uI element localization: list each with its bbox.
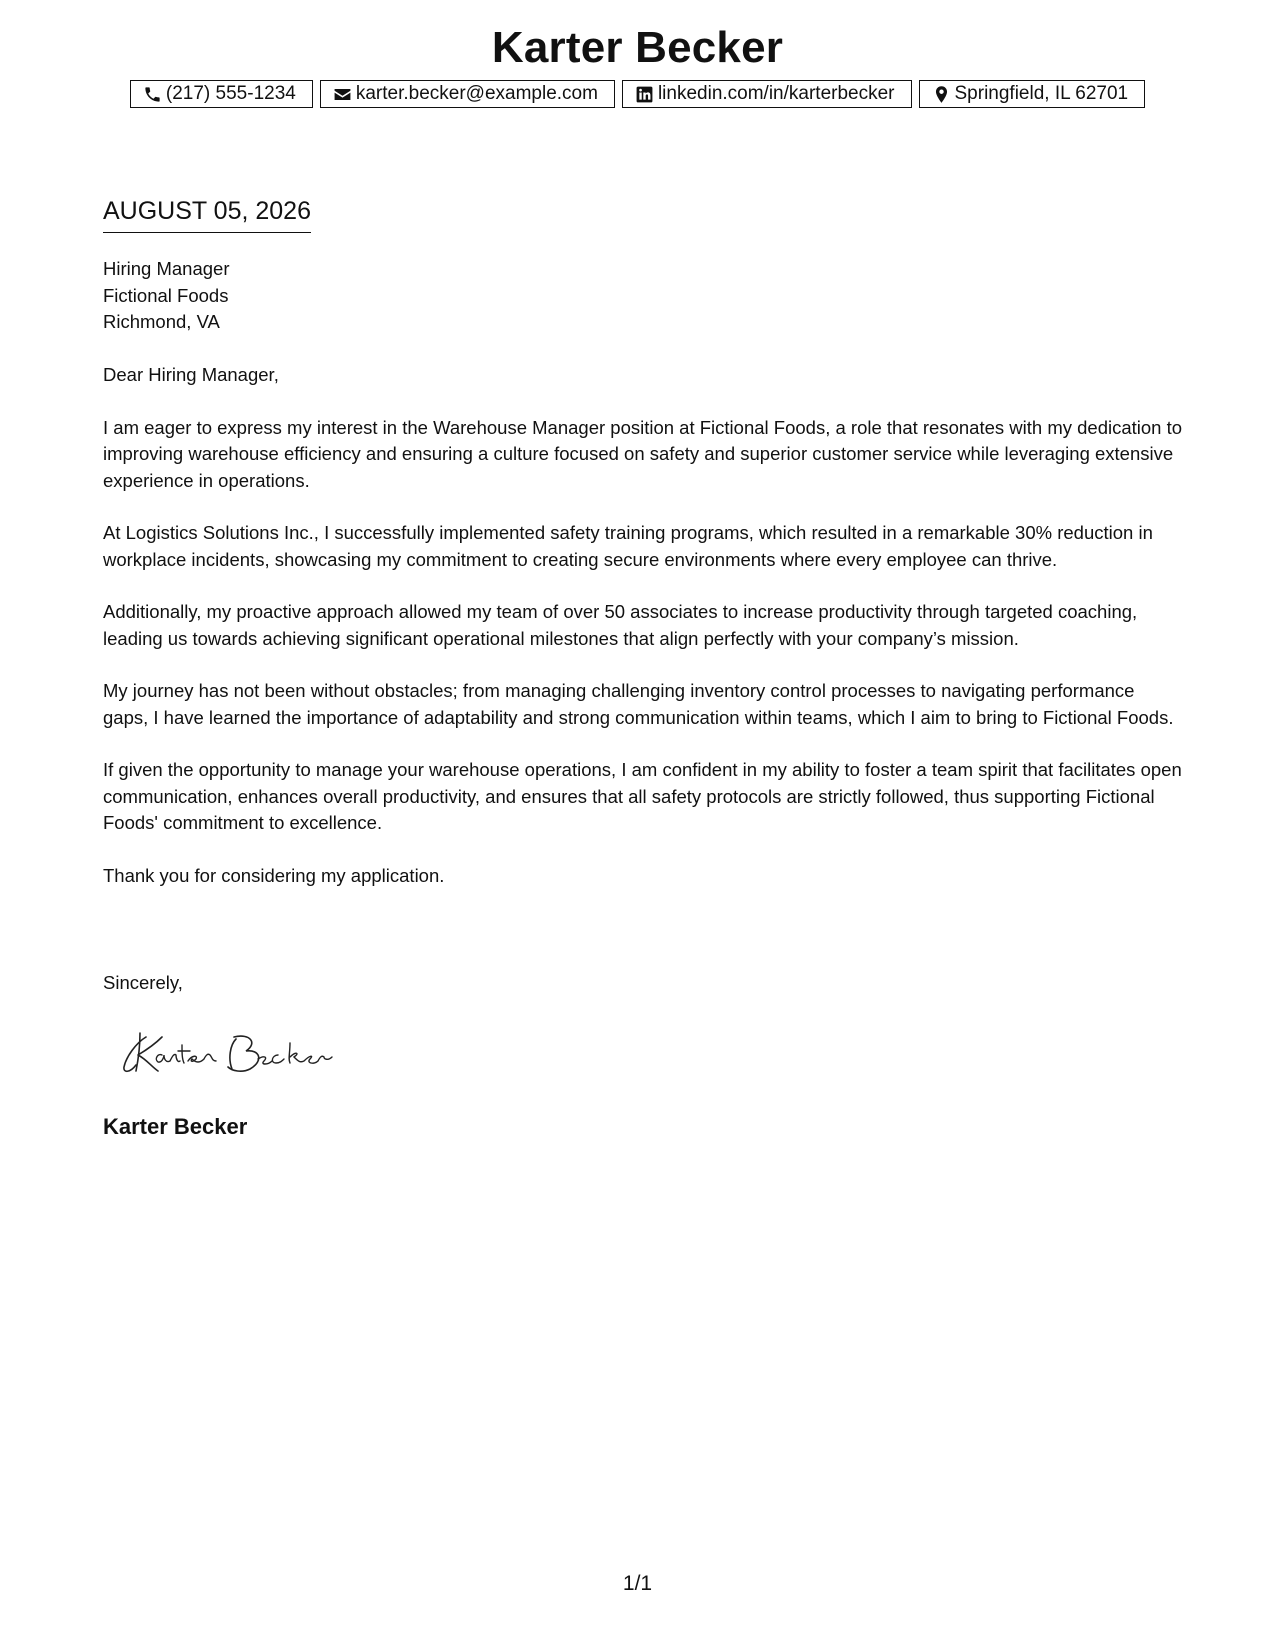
recipient-company: Fictional Foods	[103, 284, 229, 306]
letter-date: AUGUST 05, 2026	[103, 196, 311, 233]
contact-location-text: Springfield, IL 62701	[954, 83, 1129, 104]
paragraph: If given the opportunity to manage your warehouse operations, I am confident in my ability to foster a team spirit that facilitates open communication, enhances overall productivity, and ensures that all safety protocols are strictly followed, thus supporting Fictional Foods' commitment to excellence.	[103, 759, 1182, 833]
map-pin-icon	[932, 85, 951, 104]
recipient-location: Richmond, VA	[103, 311, 220, 332]
linkedin-icon	[635, 85, 654, 104]
letter-body	[103, 362, 1183, 915]
contact-phone-text: (217) 555-1234	[165, 83, 296, 104]
contact-bar	[0, 80, 1275, 108]
paragraph: Thank you for considering my application.	[103, 864, 445, 886]
contact-location[interactable]	[919, 80, 1146, 108]
contact-phone[interactable]	[130, 80, 313, 108]
recipient-block	[103, 256, 229, 336]
applicant-name: Karter Becker	[491, 23, 784, 72]
phone-icon	[143, 85, 162, 104]
paragraph: I am eager to express my interest in the Warehouse Manager position at Fictional Foods, a role that resonates with my dedication to improving warehouse efficiency and ensuring a culture focused on safety and superior customer service while leveraging extensive experience in operations.	[103, 416, 1183, 491]
recipient-title: Hiring Manager	[103, 258, 230, 279]
signed-name: Karter Becker	[103, 1114, 248, 1139]
paragraph: My journey has not been without obstacles; from managing challenging inventory control processes to navigating performance gaps, I have learned the importance of adaptability and strong communication within teams, which I aim to bring to Fictional Foods.	[103, 680, 1174, 728]
contact-email[interactable]	[320, 80, 615, 108]
envelope-icon	[333, 85, 352, 104]
paragraph: Additionally, my proactive approach allowed my team of over 50 associates to increase productivity through targeted coaching, leading us towards achieving significant operational milestones that align perfectly with your company’s mission.	[103, 601, 1138, 649]
contact-linkedin[interactable]	[622, 80, 912, 108]
contact-email-text: karter.becker@example.com	[355, 83, 598, 104]
page-number: 1/1	[622, 1572, 653, 1595]
signature-image	[118, 1025, 348, 1080]
contact-linkedin-text: linkedin.com/in/karterbecker	[657, 83, 895, 104]
closing: Sincerely,	[103, 972, 183, 993]
paragraph: At Logistics Solutions Inc., I successfully implemented safety training programs, which resulted in a remarkable 30% reduction in workplace incidents, showcasing my commitment to creating secure environments where every employee can thrive.	[103, 522, 1153, 570]
salutation: Dear Hiring Manager,	[103, 364, 279, 385]
